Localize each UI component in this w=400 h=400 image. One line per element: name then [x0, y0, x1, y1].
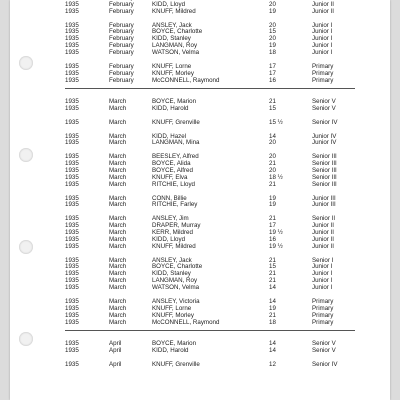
class-cell: Junior I [312, 284, 333, 292]
name-cell: KIDD, Stanley [152, 270, 191, 278]
age-cell: 20 [269, 166, 276, 174]
year-cell: 1935 [65, 304, 79, 312]
year-cell: 1935 [65, 173, 79, 181]
register-table [10, 0, 390, 369]
class-cell: Junior II [312, 7, 335, 15]
name-cell: KNUFF, Morley [152, 69, 194, 77]
class-cell: Primary [312, 304, 334, 312]
age-cell: 18 [269, 318, 276, 326]
year-cell: 1935 [65, 49, 79, 57]
age-cell: 21 [269, 160, 276, 168]
table-row [10, 50, 390, 57]
class-cell: Senior III [312, 166, 337, 174]
month-cell: March [109, 270, 127, 278]
age-cell: 21 [269, 277, 276, 285]
class-cell: Junior I [312, 35, 333, 43]
age-cell: 14 [269, 339, 276, 347]
year-cell: 1935 [65, 360, 79, 368]
month-cell: February [109, 28, 134, 36]
year-cell: 1935 [65, 139, 79, 147]
year-cell: 1935 [65, 242, 79, 250]
class-cell: Junior IV [312, 132, 337, 140]
age-cell: 17 [269, 62, 276, 70]
month-cell: March [109, 263, 127, 271]
class-cell: Senior IV [312, 118, 338, 126]
year-cell: 1935 [65, 76, 79, 84]
month-cell: February [109, 49, 134, 57]
name-cell: KNUFF, Grenville [152, 360, 200, 368]
age-cell: 18 ½ [269, 173, 283, 181]
age-cell: 19 ½ [269, 228, 283, 236]
month-cell: March [109, 104, 127, 112]
table-row [10, 140, 390, 147]
month-cell: February [109, 42, 134, 50]
age-cell: 17 [269, 222, 276, 230]
year-cell: 1935 [65, 153, 79, 161]
month-cell: February [109, 62, 134, 70]
class-cell: Junior I [312, 263, 333, 271]
name-cell: ANSLEY, Jim [152, 215, 189, 223]
year-cell: 1935 [65, 28, 79, 36]
month-cell: April [109, 346, 122, 354]
class-cell: Senior V [312, 346, 336, 354]
month-cell: March [109, 160, 127, 168]
name-cell: KNUFF, Grenville [152, 118, 200, 126]
month-cell: March [109, 201, 127, 209]
month-cell: April [109, 339, 122, 347]
class-cell: Junior II [312, 0, 335, 8]
age-cell: 21 [269, 180, 276, 188]
year-cell: 1935 [65, 35, 79, 43]
name-cell: LANGMAN, Roy [152, 42, 198, 50]
year-cell: 1935 [65, 201, 79, 209]
year-cell: 1935 [65, 194, 79, 202]
month-cell: April [109, 360, 122, 368]
class-cell: Junior I [312, 28, 333, 36]
table-row [10, 182, 390, 189]
class-cell: Junior II [312, 235, 335, 243]
name-cell: CONN, Billie [152, 194, 187, 202]
month-cell: March [109, 304, 127, 312]
name-cell: McCONNELL, Raymond [152, 76, 220, 84]
year-cell: 1935 [65, 62, 79, 70]
year-cell: 1935 [65, 256, 79, 264]
age-cell: 15 [269, 28, 276, 36]
year-cell: 1935 [65, 21, 79, 29]
name-cell: ANSLEY, Jack [152, 21, 192, 29]
name-cell: McCONNELL, Raymond [152, 318, 220, 326]
month-cell: February [109, 21, 134, 29]
year-cell: 1935 [65, 284, 79, 292]
age-cell: 18 [269, 49, 276, 57]
age-cell: 15 ½ [269, 118, 283, 126]
name-cell: KIDD, Harold [152, 346, 189, 354]
year-cell: 1935 [65, 346, 79, 354]
name-cell: BOYCE, Alfred [152, 166, 193, 174]
age-cell: 16 [269, 235, 276, 243]
age-cell: 12 [269, 360, 276, 368]
year-cell: 1935 [65, 132, 79, 140]
name-cell: ANSLEY, Jack [152, 256, 192, 264]
year-cell: 1935 [65, 7, 79, 15]
month-cell: March [109, 318, 127, 326]
class-cell: Senior III [312, 160, 337, 168]
section-divider [10, 85, 390, 93]
age-cell: 19 [269, 42, 276, 50]
age-cell: 21 [269, 311, 276, 319]
age-cell: 20 [269, 21, 276, 29]
class-cell: Junior I [312, 49, 333, 57]
class-cell: Primary [312, 69, 334, 77]
month-cell: March [109, 173, 127, 181]
year-cell: 1935 [65, 98, 79, 106]
name-cell: BOYCE, Marion [152, 98, 197, 106]
name-cell: RITCHIE, Farley [152, 201, 198, 209]
month-cell: March [109, 215, 127, 223]
class-cell: Junior III [312, 201, 336, 209]
age-cell: 21 [269, 256, 276, 264]
age-cell: 21 [269, 215, 276, 223]
class-cell: Junior I [312, 270, 333, 278]
month-cell: March [109, 222, 127, 230]
name-cell: KNUFF, Lorne [152, 62, 192, 70]
class-cell: Junior I [312, 21, 333, 29]
name-cell: BEESLEY, Alfred [152, 153, 199, 161]
month-cell: February [109, 76, 134, 84]
year-cell: 1935 [65, 0, 79, 8]
name-cell: KNUFF, Lorne [152, 304, 192, 312]
class-cell: Primary [312, 297, 334, 305]
table-row [10, 244, 390, 251]
month-cell: March [109, 139, 127, 147]
table-row [10, 362, 390, 369]
class-cell: Senior II [312, 215, 336, 223]
class-cell: Junior I [312, 277, 333, 285]
month-cell: March [109, 180, 127, 188]
name-cell: KNUFF, Elva [152, 173, 188, 181]
name-cell: KIDD, Hazel [152, 132, 187, 140]
year-cell: 1935 [65, 104, 79, 112]
month-cell: March [109, 153, 127, 161]
name-cell: KIDD, Stanley [152, 35, 191, 43]
year-cell: 1935 [65, 311, 79, 319]
age-cell: 19 [269, 194, 276, 202]
class-cell: Senior I [312, 256, 334, 264]
year-cell: 1935 [65, 277, 79, 285]
year-cell: 1935 [65, 263, 79, 271]
year-cell: 1935 [65, 160, 79, 168]
name-cell: BOYCE, Marion [152, 339, 197, 347]
month-cell: March [109, 235, 127, 243]
month-cell: March [109, 242, 127, 250]
age-cell: 19 ½ [269, 242, 283, 250]
class-cell: Senior IV [312, 360, 338, 368]
class-cell: Junior II [312, 242, 335, 250]
age-cell: 21 [269, 98, 276, 106]
month-cell: March [109, 277, 127, 285]
age-cell: 19 [269, 304, 276, 312]
table-row [10, 285, 390, 292]
class-cell: Junior II [312, 228, 335, 236]
table-row [10, 348, 390, 355]
name-cell: BOYCE, Charlotte [152, 263, 203, 271]
age-cell: 14 [269, 132, 276, 140]
age-cell: 14 [269, 346, 276, 354]
age-cell: 16 [269, 76, 276, 84]
year-cell: 1935 [65, 318, 79, 326]
class-cell: Senior III [312, 153, 337, 161]
year-cell: 1935 [65, 228, 79, 236]
name-cell: KERR, Mildred [152, 228, 193, 236]
name-cell: DRAPER, Murray [152, 222, 201, 230]
age-cell: 20 [269, 153, 276, 161]
month-cell: March [109, 118, 127, 126]
month-cell: March [109, 194, 127, 202]
class-cell: Senior V [312, 339, 336, 347]
class-cell: Primary [312, 76, 334, 84]
month-cell: March [109, 297, 127, 305]
month-cell: February [109, 35, 134, 43]
year-cell: 1935 [65, 166, 79, 174]
month-cell: March [109, 311, 127, 319]
month-cell: March [109, 166, 127, 174]
age-cell: 15 [269, 104, 276, 112]
class-cell: Senior III [312, 173, 337, 181]
name-cell: LANGMAN, Roy [152, 277, 198, 285]
month-cell: February [109, 7, 134, 15]
name-cell: KNUFF, Morley [152, 311, 194, 319]
month-cell: March [109, 256, 127, 264]
document-page [10, 0, 390, 400]
table-row [10, 320, 390, 327]
class-cell: Junior III [312, 194, 336, 202]
table-row [10, 120, 390, 127]
name-cell: KNUFF, Mildred [152, 7, 196, 15]
month-cell: March [109, 132, 127, 140]
age-cell: 20 [269, 0, 276, 8]
month-cell: March [109, 228, 127, 236]
month-cell: February [109, 0, 134, 8]
class-cell: Primary [312, 311, 334, 319]
month-cell: March [109, 284, 127, 292]
year-cell: 1935 [65, 339, 79, 347]
section-divider [10, 326, 390, 334]
name-cell: WATSON, Velma [152, 49, 200, 57]
year-cell: 1935 [65, 180, 79, 188]
table-row [10, 78, 390, 85]
age-cell: 20 [269, 139, 276, 147]
year-cell: 1935 [65, 118, 79, 126]
month-cell: March [109, 98, 127, 106]
age-cell: 19 [269, 201, 276, 209]
year-cell: 1935 [65, 69, 79, 77]
year-cell: 1935 [65, 235, 79, 243]
class-cell: Senior V [312, 104, 336, 112]
class-cell: Junior II [312, 222, 335, 230]
year-cell: 1935 [65, 222, 79, 230]
age-cell: 17 [269, 69, 276, 77]
class-cell: Senior III [312, 180, 337, 188]
month-cell: February [109, 69, 134, 77]
class-cell: Primary [312, 62, 334, 70]
name-cell: ANSLEY, Victoria [152, 297, 200, 305]
class-cell: Senior V [312, 98, 336, 106]
name-cell: WATSON, Velma [152, 284, 200, 292]
year-cell: 1935 [65, 297, 79, 305]
class-cell: Junior I [312, 42, 333, 50]
age-cell: 19 [269, 7, 276, 15]
name-cell: LANGMAN, Mina [152, 139, 200, 147]
age-cell: 15 [269, 263, 276, 271]
class-cell: Primary [312, 318, 334, 326]
name-cell: BOYCE, Alida [152, 160, 191, 168]
year-cell: 1935 [65, 42, 79, 50]
age-cell: 21 [269, 270, 276, 278]
table-row [10, 106, 390, 113]
table-row [10, 202, 390, 209]
name-cell: RITCHIE, Lloyd [152, 180, 195, 188]
age-cell: 20 [269, 35, 276, 43]
name-cell: BOYCE, Charlotte [152, 28, 203, 36]
name-cell: KIDD, Harold [152, 104, 189, 112]
name-cell: KNUFF, Mildred [152, 242, 196, 250]
age-cell: 14 [269, 284, 276, 292]
age-cell: 14 [269, 297, 276, 305]
name-cell: KIDD, Lloyd [152, 0, 186, 8]
year-cell: 1935 [65, 215, 79, 223]
table-row [10, 9, 390, 16]
name-cell: KIDD, Lloyd [152, 235, 186, 243]
class-cell: Junior IV [312, 139, 337, 147]
year-cell: 1935 [65, 270, 79, 278]
